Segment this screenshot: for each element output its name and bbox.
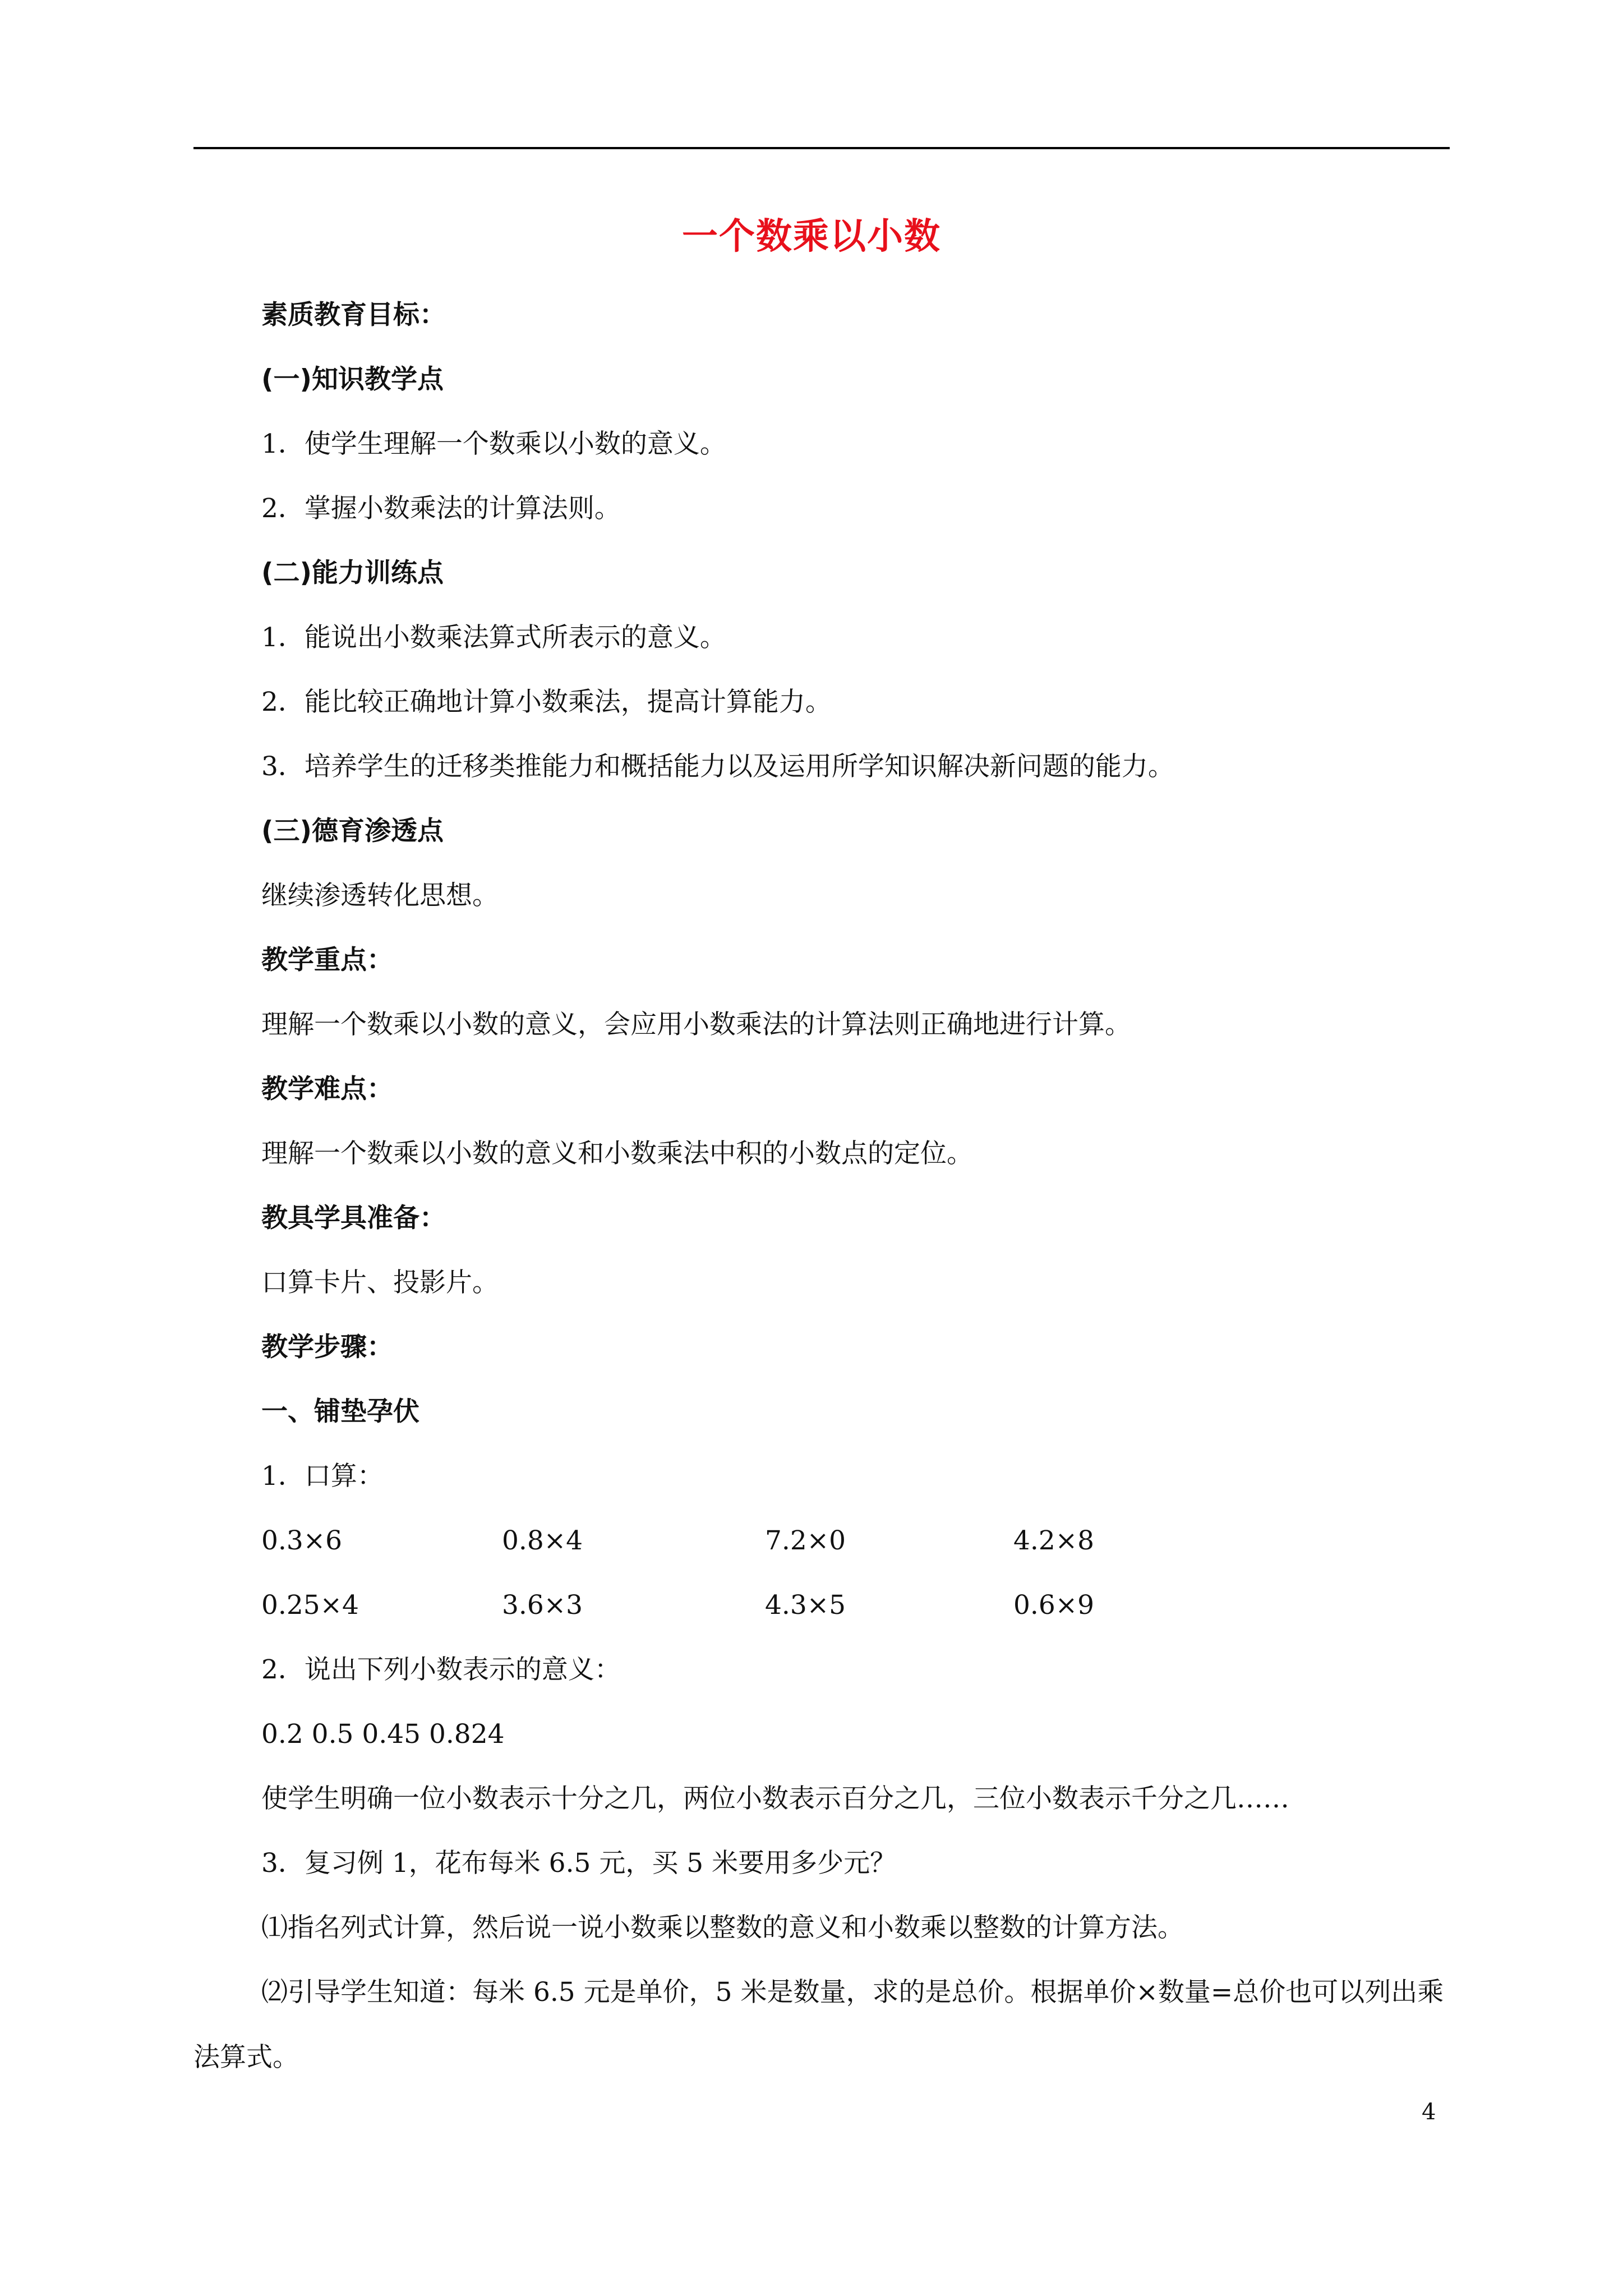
ability-item-2: 2．能比较正确地计算小数乘法，提高计算能力。 (261, 687, 832, 717)
heading-key: 教学重点： (261, 945, 393, 976)
heading-moral: (三)德育渗透点 (261, 816, 444, 846)
oral-cell: 0.25×4 (261, 1590, 359, 1621)
oral-label: 1．口算： (261, 1461, 384, 1492)
oral-cell: 0.8×4 (502, 1525, 583, 1556)
tools-text: 口算卡片、投影片。 (261, 1267, 499, 1298)
key-text: 理解一个数乘以小数的意义，会应用小数乘法的计算法则正确地进行计算。 (261, 1009, 1131, 1040)
knowledge-item-2: 2．掌握小数乘法的计算法则。 (261, 493, 621, 524)
oral-cell: 4.3×5 (765, 1590, 846, 1621)
moral-text: 继续渗透转化思想。 (261, 880, 499, 911)
review-item-1: ⑴指名列式计算，然后说一说小数乘以整数的意义和小数乘以整数的计算方法。 (261, 1912, 1184, 1943)
heading-difficulty: 教学难点： (261, 1074, 393, 1105)
oral-cell: 0.6×9 (1013, 1590, 1095, 1621)
oral-cell: 3.6×3 (502, 1590, 583, 1621)
review-item-2: ⑵引导学生知道：每米 6.5 元是单价，5 米是数量，求的是总价。根据单价×数量=总价也可以列出乘法算式。 (193, 1977, 1444, 2073)
heading-tools: 教具学具准备： (261, 1203, 446, 1234)
ability-item-3: 3．培养学生的迁移类推能力和概括能力以及运用所学知识解决新问题的能力。 (261, 751, 1174, 782)
difficulty-text: 理解一个数乘以小数的意义和小数乘法中积的小数点的定位。 (261, 1138, 973, 1169)
document-title: 一个数乘以小数 (682, 216, 941, 257)
oral-cell: 4.2×8 (1013, 1525, 1095, 1556)
oral-cell: 7.2×0 (765, 1525, 846, 1556)
decimal-note: 使学生明确一位小数表示十分之几，两位小数表示百分之几，三位小数表示千分之几…… (261, 1783, 1289, 1814)
heading-ability: (二)能力训练点 (261, 558, 444, 588)
page-number: 4 (1422, 2099, 1436, 2125)
knowledge-item-1: 1．使学生理解一个数乘以小数的意义。 (261, 429, 726, 459)
ability-item-1: 1．能说出小数乘法算式所表示的意义。 (261, 622, 726, 653)
decimal-values: 0.2 0.5 0.45 0.824 (261, 1719, 505, 1750)
heading-step1: 一、铺垫孕伏 (261, 1396, 419, 1427)
heading-goals: 素质教育目标： (261, 300, 446, 330)
heading-steps: 教学步骤： (261, 1332, 393, 1363)
oral-cell: 0.3×6 (261, 1525, 343, 1556)
review-label: 3．复习例 1，花布每米 6.5 元，买 5 米要用多少元？ (261, 1848, 897, 1879)
decimal-label: 2．说出下列小数表示的意义： (261, 1654, 621, 1685)
header-rule (193, 147, 1450, 149)
heading-knowledge: (一)知识教学点 (261, 364, 444, 395)
